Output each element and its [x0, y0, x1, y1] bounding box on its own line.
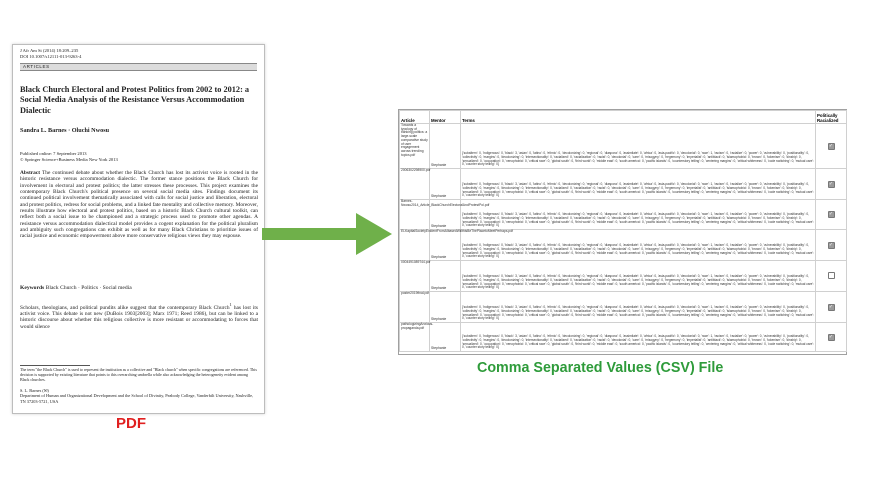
article-cell: 0004491089744.pdf [400, 261, 430, 292]
mentor-cell: Stephanie [430, 230, 461, 261]
racialized-cell [816, 200, 847, 230]
journal-citation: J Afr Am St (2014) 18:209–235 [20, 48, 79, 53]
column-header-mentor: Mentor [430, 111, 461, 124]
csv-table [399, 110, 847, 352]
politically-racialized-checkbox[interactable]: ✓ [828, 142, 834, 149]
author-affiliation [20, 388, 258, 404]
table-row [400, 124, 847, 169]
table-row [400, 200, 847, 230]
footnote: The term "the Black Church" is used to represent the institution as a collective and "Black church" when specific congregations are referenced. This decision is supported by existing literature that points to this overarching umbrella while also acknowledging the heterogeneity evident among Black churches. [20, 367, 257, 382]
article-banner-label: ARTICLES [23, 64, 50, 69]
racialized-cell [816, 169, 847, 200]
copyright-line: © Springer Science+Business Media New York 2013 [20, 156, 118, 162]
article-banner [20, 63, 257, 71]
terms-cell: {'subaltern': 0, 'indigenous': 0, 'black': 3, 'asian': 0, 'latino': 0, 'ethnic': 0, 'decolonizing': 0, 'regional': 0, 'diaspora': 0, 'assimilate': 0, 'africa': 0, 'asia-pacific': 0, 'decolonial': 0, 'race': 1, 'racism': 0, 'racialize': 0, 'power': 0, 'vulnerability': 0, 'positionality': 0, 'collectivity': 0, 'margins': 0, 'decolonizing': 0, 'intersectionality': 0, 'racialized': 0, 'racialization': 0, 'racist': 0, 'decolonial': 0, 'care': 0, 'misogyny': 0, 'hegemony': 0, 'imperialist': 0, 'antiblack': 0, 'islamophobia': 0, 'brown': 0, 'tokenism': 0, 'kinship': 0, 'sexualized': 0, 'occupation': 0, 'xenophobia': 0, 'critical race': 0, 'global south': 0, 'third world': 0, 'middle east': 0, 'south america': 0, 'pacific islands': 0, 'counterstory telling': 0, 'centering margins': 0, 'critical whiteness': 0, 'code switching': 0, 'mutual care': 0, 'counter story telling': 0} [461, 261, 816, 292]
politically-racialized-checkbox[interactable]: ✓ [828, 211, 834, 217]
table-row [400, 230, 847, 261]
article-cell: pathologizingAnxious-propaganda.pdf [400, 323, 430, 352]
terms-cell: {'subaltern': 0, 'indigenous': 0, 'black': 3, 'asian': 0, 'latino': 0, 'ethnic': 0, 'decolonizing': 0, 'regional': 0, 'diaspora': 0, 'assimilate': 0, 'africa': 0, 'asia-pacific': 0, 'decolonial': 0, 'race': 1, 'racism': 0, 'racialize': 0, 'power': 0, 'vulnerability': 0, 'positionality': 0, 'collectivity': 0, 'margins': 0, 'decolonizing': 0, 'intersectionality': 0, 'racialized': 0, 'racialization': 0, 'racist': 0, 'decolonial': 0, 'care': 0, 'misogyny': 0, 'hegemony': 0, 'imperialist': 0, 'antiblack': 0, 'islamophobia': 0, 'brown': 0, 'tokenism': 0, 'kinship': 0, 'sexualized': 0, 'occupation': 0, 'xenophobia': 0, 'critical race': 0, 'global south': 0, 'third world': 0, 'middle east': 0, 'south america': 0, 'pacific islands': 0, 'counterstory telling': 0, 'centering margins': 0, 'critical whiteness': 0, 'code switching': 0, 'mutual care': 0, 'counter story telling': 0} [461, 323, 816, 352]
footnote-divider [20, 365, 90, 366]
pdf-label: PDF [116, 415, 146, 432]
affiliation-address: Department of Human and Organizational Development and the School of Divinity, Peabody College, Vanderbilt University, Nashville, TN 37203-5721, USA [20, 393, 254, 404]
intro-text-start: Scholars, theologians, and political pundits alike suggest that the contemporary Black Church [20, 304, 230, 311]
table-header-row [400, 111, 847, 124]
terms-cell: {'subaltern': 0, 'indigenous': 0, 'black': 3, 'asian': 0, 'latino': 0, 'ethnic': 0, 'decolonizing': 0, 'regional': 0, 'diaspora': 0, 'assimilate': 0, 'africa': 0, 'asia-pacific': 0, 'decolonial': 0, 'race': 1, 'racism': 0, 'racialize': 0, 'power': 0, 'vulnerability': 0, 'positionality': 0, 'collectivity': 0, 'margins': 0, 'decolonizing': 0, 'intersectionality': 0, 'racialized': 0, 'racialization': 0, 'racist': 0, 'decolonial': 0, 'care': 0, 'misogyny': 0, 'hegemony': 0, 'imperialist': 0, 'antiblack': 0, 'islamophobia': 0, 'brown': 0, 'tokenism': 0, 'kinship': 0, 'sexualized': 0, 'occupation': 0, 'xenophobia': 0, 'critical race': 0, 'global south': 0, 'third world': 0, 'middle east': 0, 'south america': 0, 'pacific islands': 0, 'counterstory telling': 0, 'centering margins': 0, 'critical whiteness': 0, 'code switching': 0, 'mutual care': 0, 'counter story telling': 0} [461, 169, 816, 200]
publication-info [20, 151, 118, 163]
published-date: Published online: 7 September 2013 [20, 151, 87, 156]
abstract-text: The continued debate about whether the Black Church has lost its activist voice is rooted in the historic resistance versus accommodation dialectic. The former stance positions the Black Church for involvement in electoral and protest politics; the latter stresses these processes. This project examines the contemporary Black Church's political presence on several social media sites. Findings document its continued political involvement thematically associated with calls for social justice and liberation, electoral and protest politics, redress for social problems, and a linked fate mentality and collective memory. Moreover, results illustrate how electoral and protest politics, based on a historic Black Church cultural toolkit, can reflect both a social issue to be championed and a strategic process used to promote other agendas. A resistance versus accommodation dialectical model provides a cogent explanation for the political pluralism and ambiguity such congregations can exhibit as well as for many Black Christians to prioritize issues of racial justice and economic empowerment above more conservative religious views they may espouse. [20, 170, 258, 240]
politically-racialized-checkbox[interactable] [828, 272, 835, 279]
keywords-text: Black Church · Politics · Social media [45, 285, 132, 291]
affiliation-name: S. L. Barnes (✉) [20, 388, 49, 393]
racialized-cell [816, 323, 847, 352]
abstract-heading: Abstract [20, 170, 41, 176]
journal-meta [20, 48, 81, 59]
article-cell: ELKapitalSocietyEvidentFromAIbasedWillthisBeThePlacetoMeetPerhaps.pdf [400, 230, 430, 261]
pdf-page-thumbnail [12, 44, 265, 414]
table-row [400, 292, 847, 323]
intro-text-rest: has lost its activist voice. This debate is not new (DuBois 1903[2003]; Marx 1971; Reed 1986), but can be linked to a historic discourse about whether this religious collective is more resistant or accommodating to forces that would silence [20, 304, 258, 330]
racialized-cell [816, 292, 847, 323]
keywords-line [20, 285, 132, 291]
mentor-cell: Stephanie [430, 169, 461, 200]
csv-table-view [398, 109, 847, 355]
mentor-cell: Stephanie [430, 323, 461, 352]
table-row [400, 169, 847, 200]
journal-doi: DOI 10.1007/s12111-013-9263-4 [20, 53, 82, 59]
politically-racialized-checkbox[interactable]: ✓ [828, 241, 834, 248]
article-cell: Barnes-Nwosu2014_Article_BlackChurchElectoralAndProtestPol.pdf [400, 200, 430, 230]
keywords-heading: Keywords [20, 285, 45, 291]
column-header-article: Article [400, 111, 430, 124]
politically-racialized-checkbox[interactable]: ✓ [828, 333, 834, 340]
paper-title: Black Church Electoral and Protest Politics from 2002 to 2012: a Social Media Analysis of the Resistance Versus Accommodation Dialectic [20, 85, 250, 115]
terms-cell: {'subaltern': 0, 'indigenous': 0, 'black': 3, 'asian': 0, 'latino': 0, 'ethnic': 0, 'decolonizing': 0, 'regional': 0, 'diaspora': 0, 'assimilate': 0, 'africa': 0, 'asia-pacific': 0, 'decolonial': 0, 'race': 1, 'racism': 0, 'racialize': 0, 'power': 0, 'vulnerability': 0, 'positionality': 0, 'collectivity': 0, 'margins': 0, 'decolonizing': 0, 'intersectionality': 0, 'racialized': 0, 'racialization': 0, 'racist': 0, 'decolonial': 0, 'care': 0, 'misogyny': 0, 'hegemony': 0, 'imperialist': 0, 'antiblack': 0, 'islamophobia': 0, 'brown': 0, 'tokenism': 0, 'kinship': 0, 'sexualized': 0, 'occupation': 0, 'xenophobia': 0, 'critical race': 0, 'global south': 0, 'third world': 0, 'middle east': 0, 'south america': 0, 'pacific islands': 0, 'counterstory telling': 0, 'centering margins': 0, 'critical whiteness': 0, 'code switching': 0, 'mutual care': 0, 'counter story telling': 0} [461, 124, 816, 169]
racialized-cell [816, 124, 847, 169]
table-row [400, 261, 847, 292]
csv-table-body [400, 124, 847, 352]
intro-paragraph [20, 302, 258, 330]
article-cell: 2006302298900.pdf [400, 169, 430, 200]
article-cell: Towards a typology of banking politics: a large-scale comparative study of user engagement across trending topics.pdf [400, 124, 430, 169]
politically-racialized-checkbox[interactable]: ✓ [828, 180, 834, 187]
terms-cell: {'subaltern': 0, 'indigenous': 0, 'black': 3, 'asian': 0, 'latino': 0, 'ethnic': 0, 'decolonizing': 0, 'regional': 0, 'diaspora': 0, 'assimilate': 0, 'africa': 0, 'asia-pacific': 0, 'decolonial': 0, 'race': 1, 'racism': 0, 'racialize': 0, 'power': 0, 'vulnerability': 0, 'positionality': 0, 'collectivity': 0, 'margins': 0, 'decolonizing': 0, 'intersectionality': 0, 'racialized': 0, 'racialization': 0, 'racist': 0, 'decolonial': 0, 'care': 0, 'misogyny': 0, 'hegemony': 0, 'imperialist': 0, 'antiblack': 0, 'islamophobia': 0, 'brown': 0, 'tokenism': 0, 'kinship': 0, 'sexualized': 0, 'occupation': 0, 'xenophobia': 0, 'critical race': 0, 'global south': 0, 'third world': 0, 'middle east': 0, 'south america': 0, 'pacific islands': 0, 'counterstory telling': 0, 'centering margins': 0, 'critical whiteness': 0, 'code switching': 0, 'mutual care': 0, 'counter story telling': 0} [461, 230, 816, 261]
paper-authors: Sandra L. Barnes · Oluchi Nwosu [20, 127, 110, 134]
terms-cell: {'subaltern': 0, 'indigenous': 0, 'black': 3, 'asian': 0, 'latino': 0, 'ethnic': 0, 'decolonizing': 0, 'regional': 0, 'diaspora': 0, 'assimilate': 0, 'africa': 0, 'asia-pacific': 0, 'decolonial': 0, 'race': 1, 'racism': 0, 'racialize': 0, 'power': 0, 'vulnerability': 0, 'positionality': 0, 'collectivity': 0, 'margins': 0, 'decolonizing': 0, 'intersectionality': 0, 'racialized': 0, 'racialization': 0, 'racist': 0, 'decolonial': 0, 'care': 0, 'misogyny': 0, 'hegemony': 0, 'imperialist': 0, 'antiblack': 0, 'islamophobia': 0, 'brown': 0, 'tokenism': 0, 'kinship': 0, 'sexualized': 0, 'occupation': 0, 'xenophobia': 0, 'critical race': 0, 'global south': 0, 'third world': 0, 'middle east': 0, 'south america': 0, 'pacific islands': 0, 'counterstory telling': 0, 'centering margins': 0, 'critical whiteness': 0, 'code switching': 0, 'mutual care': 0, 'counter story telling': 0} [461, 200, 816, 230]
mentor-cell: Stephanie [430, 292, 461, 323]
column-header-politically-racialized: Politically Racialized [816, 111, 847, 124]
mentor-cell: Stephanie [430, 124, 461, 169]
racialized-cell [816, 261, 847, 292]
csv-label: Comma Separated Values (CSV) File [477, 360, 724, 376]
conversion-arrow-icon [262, 211, 394, 257]
mentor-cell: Stephanie [430, 200, 461, 230]
abstract-paragraph [20, 170, 258, 240]
article-cell: poster2019final.pdf [400, 292, 430, 323]
terms-cell: {'subaltern': 0, 'indigenous': 0, 'black': 3, 'asian': 0, 'latino': 0, 'ethnic': 0, 'decolonizing': 0, 'regional': 0, 'diaspora': 0, 'assimilate': 0, 'africa': 0, 'asia-pacific': 0, 'decolonial': 0, 'race': 1, 'racism': 0, 'racialize': 0, 'power': 0, 'vulnerability': 0, 'positionality': 0, 'collectivity': 0, 'margins': 0, 'decolonizing': 0, 'intersectionality': 0, 'racialized': 0, 'racialization': 0, 'racist': 0, 'decolonial': 0, 'care': 0, 'misogyny': 0, 'hegemony': 0, 'imperialist': 0, 'antiblack': 0, 'islamophobia': 0, 'brown': 0, 'tokenism': 0, 'kinship': 0, 'sexualized': 0, 'occupation': 0, 'xenophobia': 0, 'critical race': 0, 'global south': 0, 'third world': 0, 'middle east': 0, 'south america': 0, 'pacific islands': 0, 'counterstory telling': 0, 'centering margins': 0, 'critical whiteness': 0, 'code switching': 0, 'mutual care': 0, 'counter story telling': 0} [461, 292, 816, 323]
column-header-terms: Terms [461, 111, 816, 124]
mentor-cell: Stephanie [430, 261, 461, 292]
table-row [400, 323, 847, 352]
racialized-cell [816, 230, 847, 261]
politically-racialized-checkbox[interactable]: ✓ [828, 303, 834, 310]
footnote-marker: 1 [229, 302, 232, 307]
